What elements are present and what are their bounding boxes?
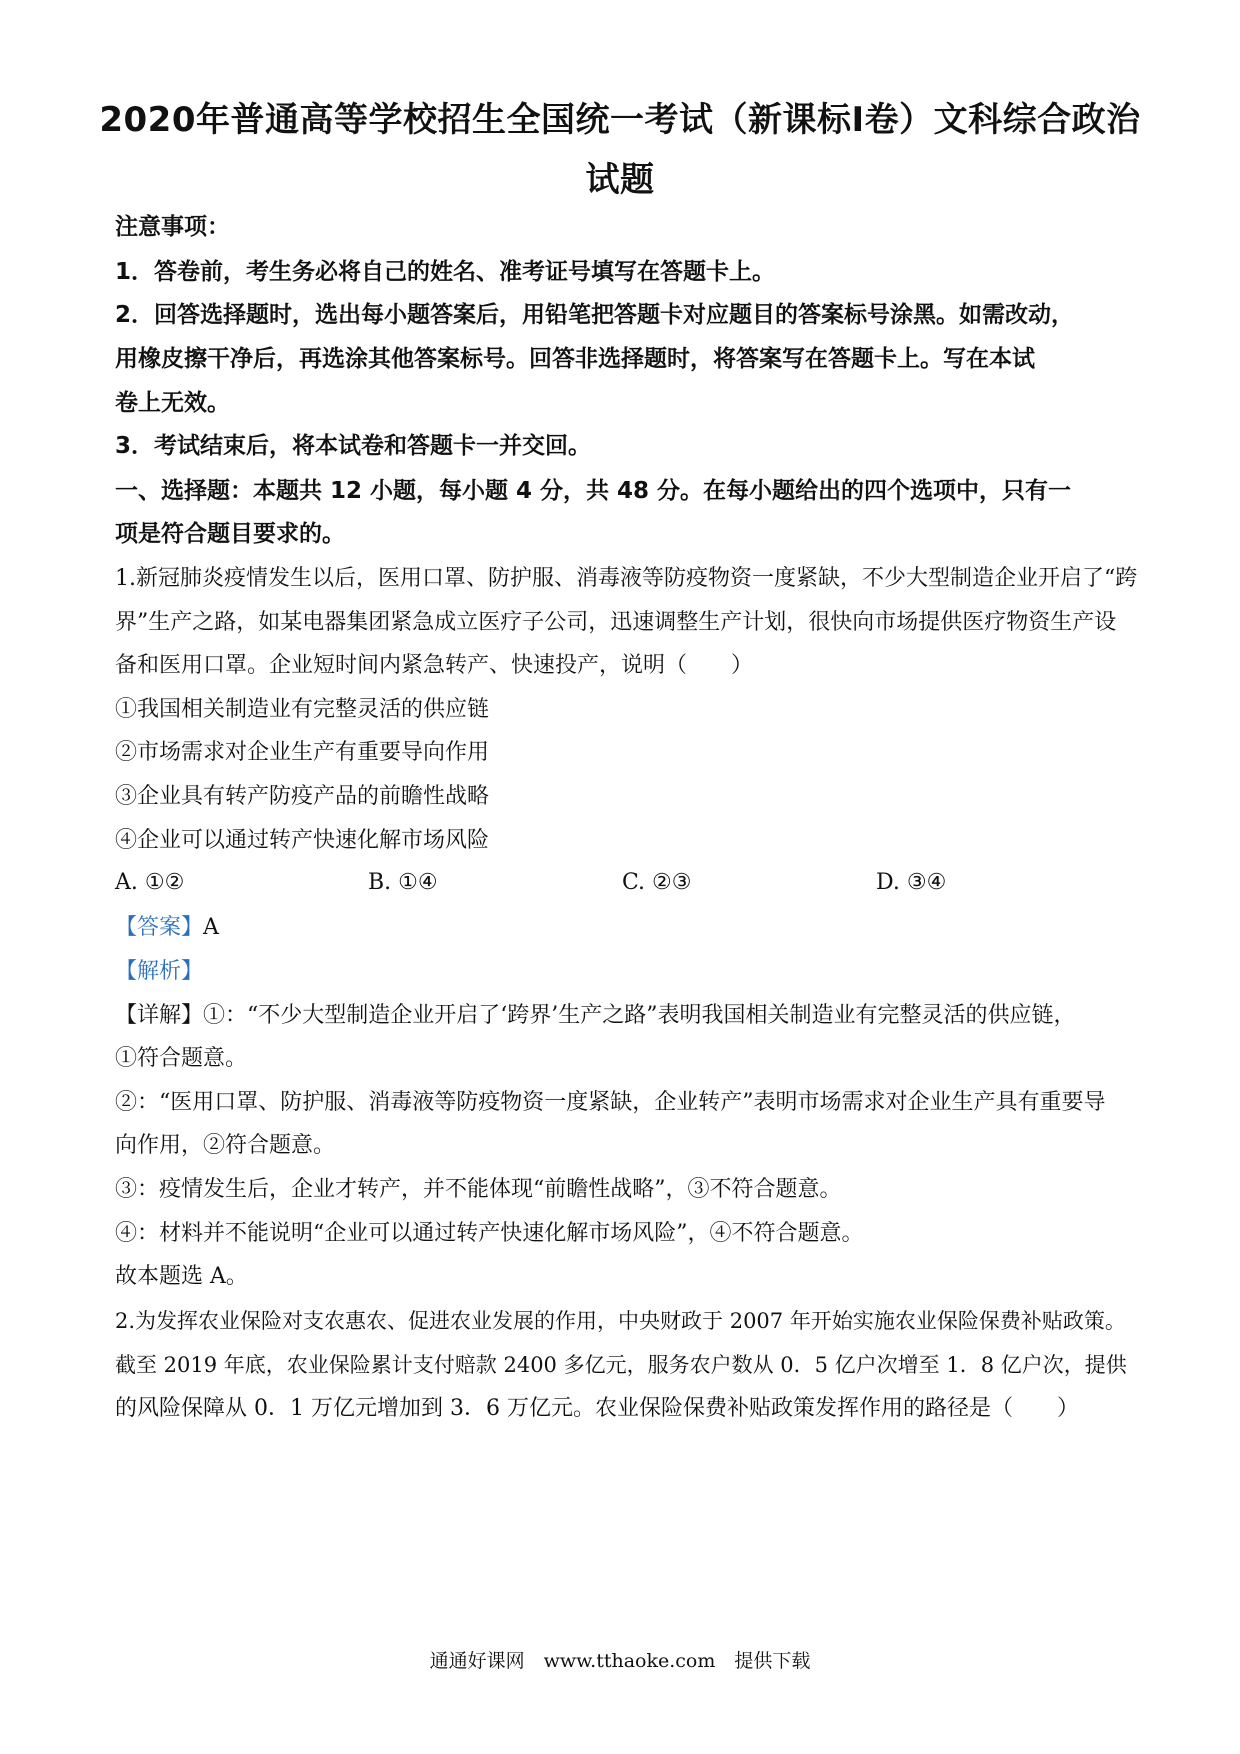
page-footer: 通通好课网 www.tthaoke.com 提供下载	[429, 1650, 811, 1672]
notice-item: 卷上无效。	[115, 390, 230, 416]
q1-detail-line: ④：材料并不能说明“企业可以通过转产快速化解市场风险”，④不符合题意。	[115, 1221, 864, 1246]
section-heading-line2: 项是符合题目要求的。	[115, 521, 345, 547]
notice-item: 2．回答选择题时，选出每小题答案后，用铅笔把答题卡对应题目的答案标号涂黑。如需改动，	[115, 302, 1075, 328]
q1-answer	[115, 913, 1145, 943]
q1-detail-line: 向作用，②符合题意。	[115, 1133, 336, 1158]
q1-option-b: B. ①④	[368, 870, 438, 895]
q1-stem-line: 界”生产之路，如某电器集团紧急成立医疗子公司，迅速调整生产计划，很快向市场提供医疗物资生产设	[115, 610, 1117, 635]
analysis-label: 【解析】	[115, 959, 204, 984]
answer-value: A	[203, 915, 219, 940]
doc-title-line2: 试题	[585, 160, 655, 200]
q2-stem-line: 截至 2019 年底，农业保险累计支付赔款 2400 多亿元，服务农户数从 0．5 亿户次增至 1．8 亿户次，提供	[115, 1353, 1127, 1377]
q1-statement: ①我国相关制造业有完整灵活的供应链	[115, 697, 490, 722]
q1-stem-line: 备和医用口罩。企业短时间内紧急转产、快速投产，说明（ ）	[115, 653, 754, 678]
q1-statement: ②市场需求对企业生产有重要导向作用	[115, 740, 490, 765]
q1-detail-line: ②：“医用口罩、防护服、消毒液等防疫物资一度紧缺，企业转产”表明市场需求对企业生产具有重要导	[115, 1090, 1106, 1115]
answer-label: 【答案】	[115, 915, 204, 940]
q1-detail-line: 故本题选 A。	[115, 1264, 248, 1289]
q2-stem-line: 2.为发挥农业保险对支农惠农、促进农业发展的作用，中央财政于 2007 年开始实施农业保险保费补贴政策。	[115, 1309, 1126, 1333]
q1-option-a: A. ①②	[115, 870, 185, 895]
notice-item: 用橡皮擦干净后，再选涂其他答案标号。回答非选择题时，将答案写在答题卡上。写在本试	[115, 346, 1035, 372]
q1-statement: ③企业具有转产防疫产品的前瞻性战略	[115, 784, 490, 809]
q1-statement: ④企业可以通过转产快速化解市场风险	[115, 828, 490, 853]
q1-option-d: D. ③④	[876, 870, 947, 895]
q1-stem-line: 1.新冠肺炎疫情发生以后，医用口罩、防护服、消毒液等防疫物资一度紧缺，不少大型制造企业开启了“跨	[115, 566, 1138, 591]
q1-option-c: C. ②③	[622, 870, 692, 895]
q1-detail-line: 【详解】①：“不少大型制造企业开启了‘跨界’生产之路”表明我国相关制造业有完整灵活的供应链，	[115, 1003, 1076, 1028]
doc-title-line1: 2020年普通高等学校招生全国统一考试（新课标Ⅰ卷）文科综合政治	[99, 100, 1141, 140]
notice-item: 3．考试结束后，将本试卷和答题卡一并交回。	[115, 433, 592, 459]
q1-detail-line: ③：疫情发生后，企业才转产，并不能体现“前瞻性战略”，③不符合题意。	[115, 1177, 842, 1202]
q1-detail-line: ①符合题意。	[115, 1046, 248, 1071]
notice-heading: 注意事项：	[115, 214, 230, 240]
notice-item: 1．答卷前，考生务必将自己的姓名、准考证号填写在答题卡上。	[115, 259, 776, 285]
section-heading-line1: 一、选择题：本题共 12 小题，每小题 4 分，共 48 分。在每小题给出的四个选项中，只有一	[115, 478, 1072, 504]
q2-stem-line: 的风险保障从 0．1 万亿元增加到 3．6 万亿元。农业保险保费补贴政策发挥作用的路径是（ ）	[115, 1396, 1079, 1421]
